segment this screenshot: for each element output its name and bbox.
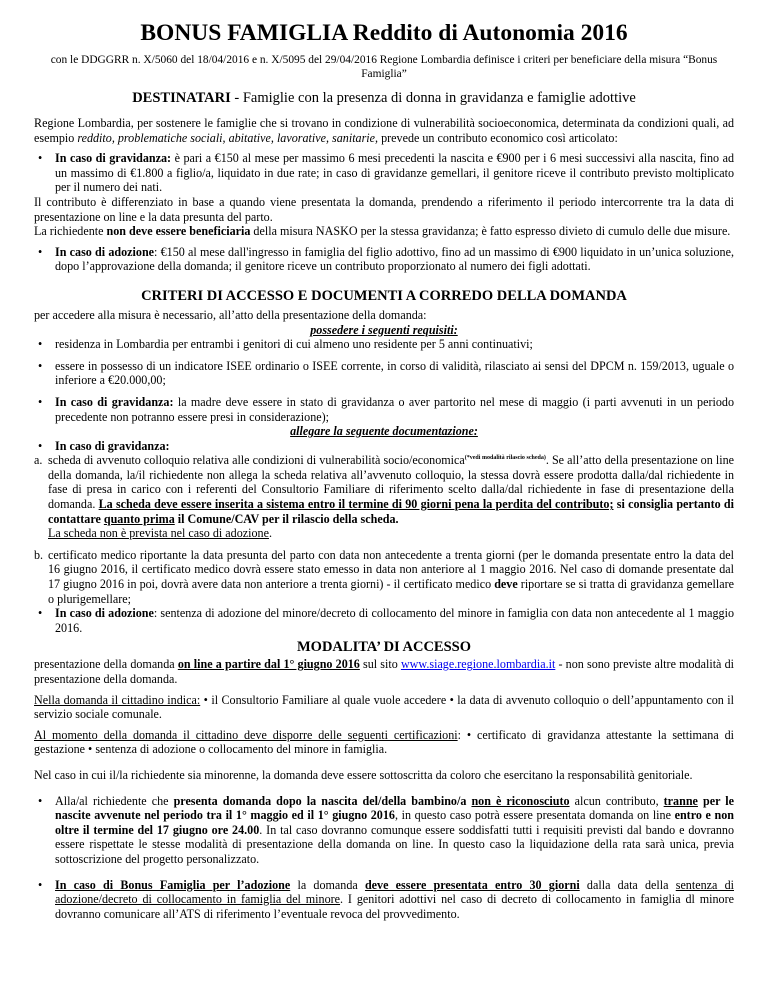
certificato-text-1: certificato medico riportante la data presunta del parto con data non antecedente a trenta giorni (per le domanda presentate entro la data del 16 giugno 2016, il certificato medico dovrà essere stato emesso in data non anteriore al 1 maggio 2016. Nel caso di domande presentate dal 17 giugno 2016 in poi, dovrà avere data non anteriore a trenta giorni) - il certificato medico bbox=[48, 547, 734, 592]
document-title: BONUS FAMIGLIA Reddito di Autonomia 2016 bbox=[140, 20, 628, 46]
adozione-sentenza: sentenza di adozione/decreto di collocamento in famiglia del minore bbox=[55, 877, 734, 907]
modalita-minorenne: Nel caso in cui il/la richiedente sia minorenne, la domanda deve essere sottoscritta da coloro che esercitano la responsabilità genitoriale. bbox=[34, 767, 693, 782]
gravidanza-label: In caso di gravidanza: bbox=[55, 151, 172, 166]
document-page bbox=[34, 0, 734, 921]
adozione-text: : €150 al mese dall'ingresso in famiglia del figlio adottivo, fino ad un massimo di €900 liquidato in un’unica soluzione, dopo l’approvazione della domanda; il genitore riceve un contributo proporzionato al numero dei figli adottati. bbox=[55, 244, 734, 274]
scheda-text-1: scheda di avvenuto colloquio relativa alle condizioni di vulnerabilità socio/economica bbox=[48, 453, 465, 468]
list-item bbox=[34, 548, 734, 606]
item-marker: a. bbox=[34, 453, 43, 468]
certificato-deve: deve bbox=[494, 577, 518, 592]
destinatari-heading bbox=[34, 90, 734, 107]
modalita-certificazioni bbox=[34, 728, 734, 757]
indica-text: • il Consultorio Familiare al quale vuole accedere • la data di avvenuto colloquio o dell’appuntamento con il servizio sociale comunale. bbox=[34, 692, 734, 722]
scheda-non-prevista: La scheda non è prevista nel caso di adozione bbox=[48, 526, 269, 541]
online-text-c: - non sono previste altre modalità di presentazione della domanda. bbox=[34, 657, 734, 686]
destinatari-heading-rest: - Famiglie con la presenza di donna in gravidanza e famiglie adottive bbox=[230, 90, 636, 106]
doc-adozione-label: In caso di adozione bbox=[55, 606, 154, 621]
criteri-intro: per accedere alla misura è necessario, all’atto della presentazione della domanda: bbox=[34, 307, 427, 322]
certificato-text-2: riportare se si tratta di gravidanza gemellare o plurigemellare; bbox=[48, 577, 734, 606]
destinatari-list-adozione bbox=[34, 245, 734, 274]
nasko-text-a: La richiedente bbox=[34, 224, 107, 239]
online-text-a: presentazione della domanda bbox=[34, 657, 178, 672]
req-gravidanza-label: In caso di gravidanza: bbox=[55, 394, 174, 409]
intro-text-b: prevede un contributo economico così articolato: bbox=[378, 130, 618, 145]
list-item bbox=[34, 439, 734, 454]
list-item bbox=[34, 878, 734, 922]
nascita-bold-1: presenta domanda dopo la nascita del/della bambino/a bbox=[173, 793, 467, 808]
destinatari-intro bbox=[34, 116, 734, 145]
adozione-30-giorni: deve essere presentata entro 30 giorni bbox=[364, 877, 580, 892]
nascita-text-e: . In tal caso dovranno comunque essere soddisfatti tutti i requisiti previsti dal bando e dovranno essere rispettate le stesse modalità di presentazione della domanda on line. In questo caso la liquidazione della rata sarà unica, previa sottoscrizione del progetto personalizzato. bbox=[55, 822, 734, 866]
siage-link[interactable]: www.siage.regione.lombardia.it bbox=[400, 657, 556, 672]
nascita-non-riconosciuto: non è riconosciuto bbox=[471, 793, 570, 808]
list-item: • essere in possesso di un indicatore ISEE ordinario o ISEE corrente, in corso di validità, rilasciato ai sensi del DPCM n. 159/2013, uguale o inferiore a €20.000,00; bbox=[34, 359, 734, 388]
nascita-tranne: tranne bbox=[663, 793, 698, 808]
adozione-text-a: la domanda bbox=[290, 877, 365, 892]
nascita-text-d: , in questo caso potrà essere presentata domanda on line bbox=[394, 808, 675, 823]
gravidanza-text: è pari a €150 al mese per massimo 6 mesi precedenti la nascita e €900 per i 6 mesi successivi alla nascita, fino ad un massimo di €1.800 a figlio/a, liquidato in due rate; in caso di gravidanze gemellari, il genitore riceve il contributo previsto moltiplicato per il numero dei nati. bbox=[55, 151, 734, 195]
scheda-consiglio: si consiglia pertanto di contattare bbox=[48, 497, 735, 526]
requisiti-list bbox=[34, 337, 734, 424]
list-item bbox=[34, 245, 734, 274]
scheda-quanto-prima: quanto prima bbox=[103, 511, 175, 526]
list-item bbox=[34, 794, 734, 867]
scheda-end: . bbox=[268, 526, 272, 541]
adozione-text-c: . I genitori adottivi nel caso di decreto di collocamento in famiglia dl minore dovranno comunicare all’ATS di riferimento l’eventuale revoca del provvedimento. bbox=[55, 892, 735, 921]
contributo-differenziato: Il contributo è differenziato in base a quando viene presentata la domanda, prendendo a riferimento il periodo intercorrente tra la data di presentazione on line e la data presunta del parto. bbox=[34, 194, 734, 224]
adozione-bonus: In caso di Bonus Famiglia per l’adozione bbox=[55, 877, 291, 892]
nascita-text-a: Alla/al richiedente che bbox=[55, 793, 174, 808]
allegare-documentazione-heading: allegare la seguente documentazione: bbox=[290, 424, 478, 439]
possedere-requisiti-heading: possedere i seguenti requisiti: bbox=[310, 322, 458, 337]
adozione-text-b: dalla data della bbox=[579, 877, 676, 892]
nasko-text-b: della misura NASKO per la stessa gravidanza; è fatto espresso divieto di cumulo delle due misure. bbox=[250, 224, 731, 239]
destinatari-list-gravidanza bbox=[34, 151, 734, 195]
doc-adozione-text: : sentenza di adozione del minore/decreto di collocamento del minore in famiglia con data non antecedente al 1 maggio 2016. bbox=[55, 606, 734, 635]
documentazione-sublist bbox=[34, 453, 734, 606]
list-item: • residenza in Lombardia per entrambi i genitori di cui almeno uno residente per 5 anni continuativi; bbox=[34, 337, 734, 352]
criteri-heading: CRITERI DI ACCESSO E DOCUMENTI A CORREDO DELLA DOMANDA bbox=[141, 287, 627, 304]
list-item bbox=[34, 606, 734, 635]
scheda-rilascio: il Comune/CAV per il rilascio della scheda. bbox=[174, 511, 399, 526]
nascita-termine: entro e non oltre il termine del 17 giugno ore 24.00 bbox=[55, 808, 734, 837]
online-date: on line a partire dal 1° giugno 2016 bbox=[177, 657, 360, 672]
doc-gravidanza-label: In caso di gravidanza: bbox=[55, 438, 170, 453]
nascita-text-c: alcun contributo, bbox=[569, 793, 664, 808]
list-item bbox=[34, 453, 734, 541]
scheda-text-2: . Se all’atto della presentazione on line della domanda, la/il richiedente non allega la scheda relativa all’avvenuto colloquio, la stessa dovrà essere prodotta dalla/dal richiedente in fase di presa in carico con i referenti del Consultorio Familiare di riferimento scelto dalla/dal richiedente in fase di presentazione della domanda. bbox=[48, 453, 734, 512]
destinatari-heading-bold: DESTINATARI bbox=[132, 90, 231, 106]
nasko-bold: non deve essere beneficiaria bbox=[106, 224, 251, 239]
modalita-online bbox=[34, 657, 734, 686]
nasko-note bbox=[34, 224, 734, 239]
intro-text-a: Regione Lombardia, per sostenere le famiglie che si trovano in condizione di vulnerabilità socioeconomica, determinata da condizioni quali, ad esempio bbox=[34, 116, 734, 145]
modalita-heading: MODALITA’ DI ACCESSO bbox=[296, 639, 472, 656]
indica-label: Nella domanda il cittadino indica: bbox=[34, 692, 201, 707]
documentazione-list bbox=[34, 439, 734, 454]
req-gravidanza-text: la madre deve essere in stato di gravidanza o aver partorito nel mese di maggio (i parti avvenuti in un periodo precedente non potranno essere presi in considerazione); bbox=[55, 394, 734, 424]
certificazioni-text: : • certificato di gravidanza attestante la settimana di gestazione • sentenza di adozione o collocamento del minore in famiglia. bbox=[34, 727, 734, 757]
modalita-list bbox=[34, 794, 734, 922]
list-item bbox=[34, 151, 734, 195]
scheda-deadline: La scheda deve essere inserita a sistema entro il termine di 90 giorni pena la perdita del contributo; bbox=[98, 497, 614, 512]
item-marker: b. bbox=[34, 547, 44, 562]
document-subtitle: con le DDGGRR n. X/5060 del 18/04/2016 e n. X/5095 del 29/04/2016 Regione Lombardia definisce i criteri per beneficiare della misura “Bonus Famiglia” bbox=[50, 54, 718, 80]
adozione-label: In caso di adozione bbox=[55, 244, 155, 259]
nascita-periodo: per le nascite avvenute nel periodo tra il 1° maggio ed il 1° giugno 2016 bbox=[55, 793, 734, 823]
list-item bbox=[34, 395, 734, 424]
modalita-indica bbox=[34, 693, 734, 722]
scheda-footnote: (*vedi modalità rilascio scheda) bbox=[464, 455, 546, 462]
intro-italic: reddito, problematiche sociali, abitative, lavorative, sanitarie, bbox=[77, 130, 379, 145]
certificazioni-label: Al momento della domanda il cittadino deve disporre delle seguenti certificazioni bbox=[34, 727, 458, 742]
online-text-b: sul sito bbox=[359, 657, 401, 672]
documentazione-adozione-list bbox=[34, 606, 734, 635]
